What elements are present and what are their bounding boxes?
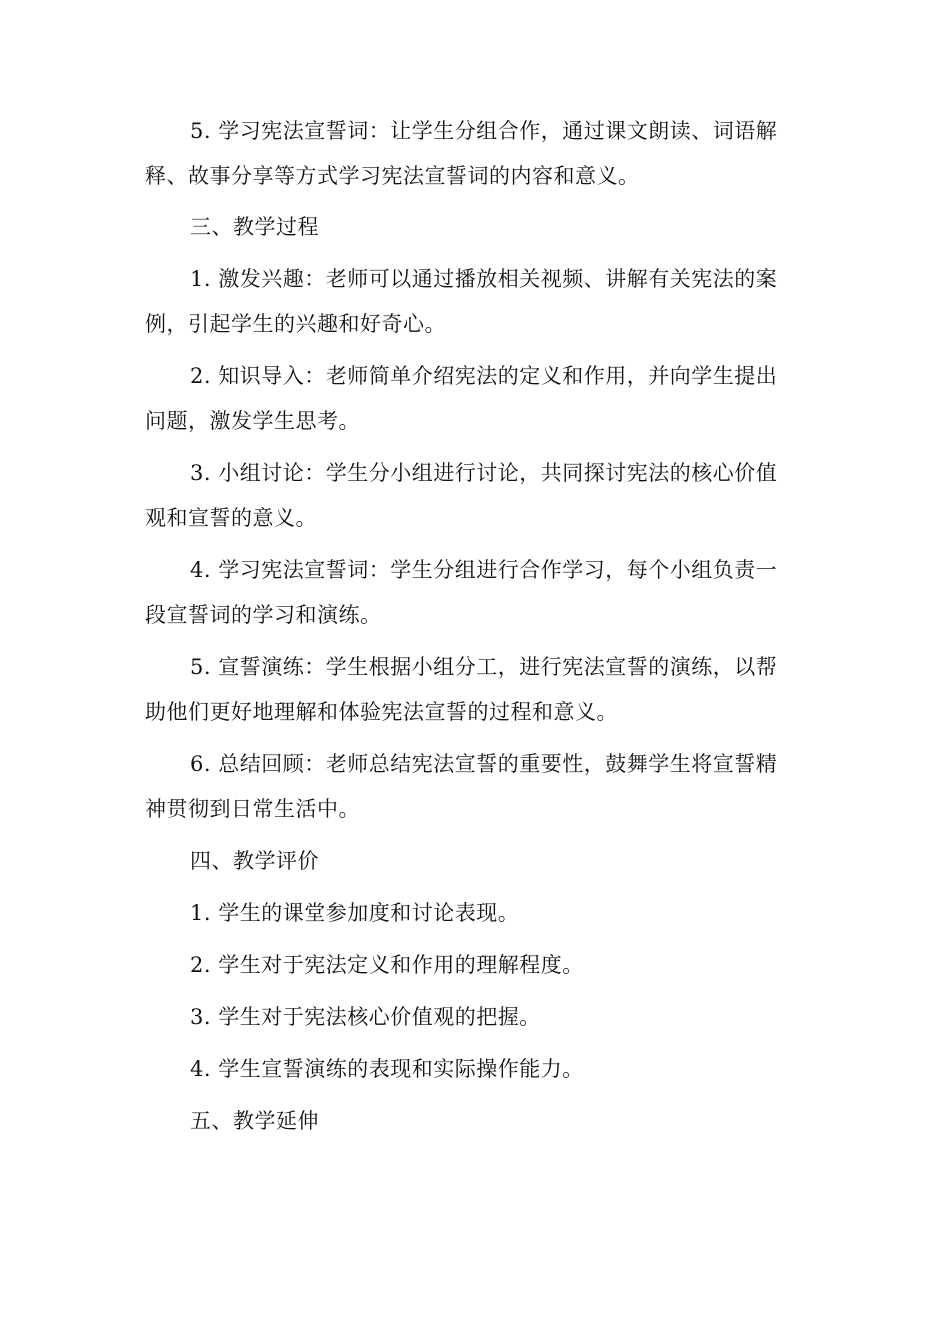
paragraph-line: 释、故事分享等方式学习宪法宣誓词的内容和意义。 (145, 164, 640, 188)
paragraph-line: 观和宣誓的意义。 (145, 506, 317, 530)
paragraph-line: 助他们更好地理解和体验宪法宣誓的过程和意义。 (145, 700, 618, 724)
paragraph-line: 2. 知识导入：老师简单介绍宪法的定义和作用，并向学生提出 (190, 364, 778, 388)
list-item: 3. 学生对于宪法核心价值观的把握。 (190, 1005, 541, 1029)
list-item: 2. 学生对于宪法定义和作用的理解程度。 (190, 953, 584, 977)
list-item: 1. 学生的课堂参加度和讨论表现。 (190, 901, 520, 925)
list-item: 4. 学生宣誓演练的表现和实际操作能力。 (190, 1057, 584, 1081)
paragraph-line: 例，引起学生的兴趣和好奇心。 (145, 312, 446, 336)
paragraph-line: 问题，激发学生思考。 (145, 409, 360, 433)
section-heading: 四、教学评价 (190, 849, 319, 873)
paragraph-line: 3. 小组讨论：学生分小组进行讨论，共同探讨宪法的核心价值 (190, 461, 778, 485)
section-heading: 三、教学过程 (190, 215, 319, 239)
paragraph-line: 5. 宣誓演练：学生根据小组分工，进行宪法宣誓的演练，以帮 (190, 655, 778, 679)
paragraph-line: 神贯彻到日常生活中。 (145, 797, 360, 821)
section-heading: 五、教学延伸 (190, 1109, 319, 1133)
paragraph-line: 6. 总结回顾：老师总结宪法宣誓的重要性，鼓舞学生将宣誓精 (190, 752, 778, 776)
paragraph-line: 1. 激发兴趣：老师可以通过播放相关视频、讲解有关宪法的案 (190, 267, 778, 291)
paragraph-line: 4. 学习宪法宣誓词：学生分组进行合作学习，每个小组负责一 (190, 558, 778, 582)
paragraph-line: 段宣誓词的学习和演练。 (145, 603, 382, 627)
paragraph-line: 5. 学习宪法宣誓词：让学生分组合作，通过课文朗读、词语解 (190, 119, 778, 143)
